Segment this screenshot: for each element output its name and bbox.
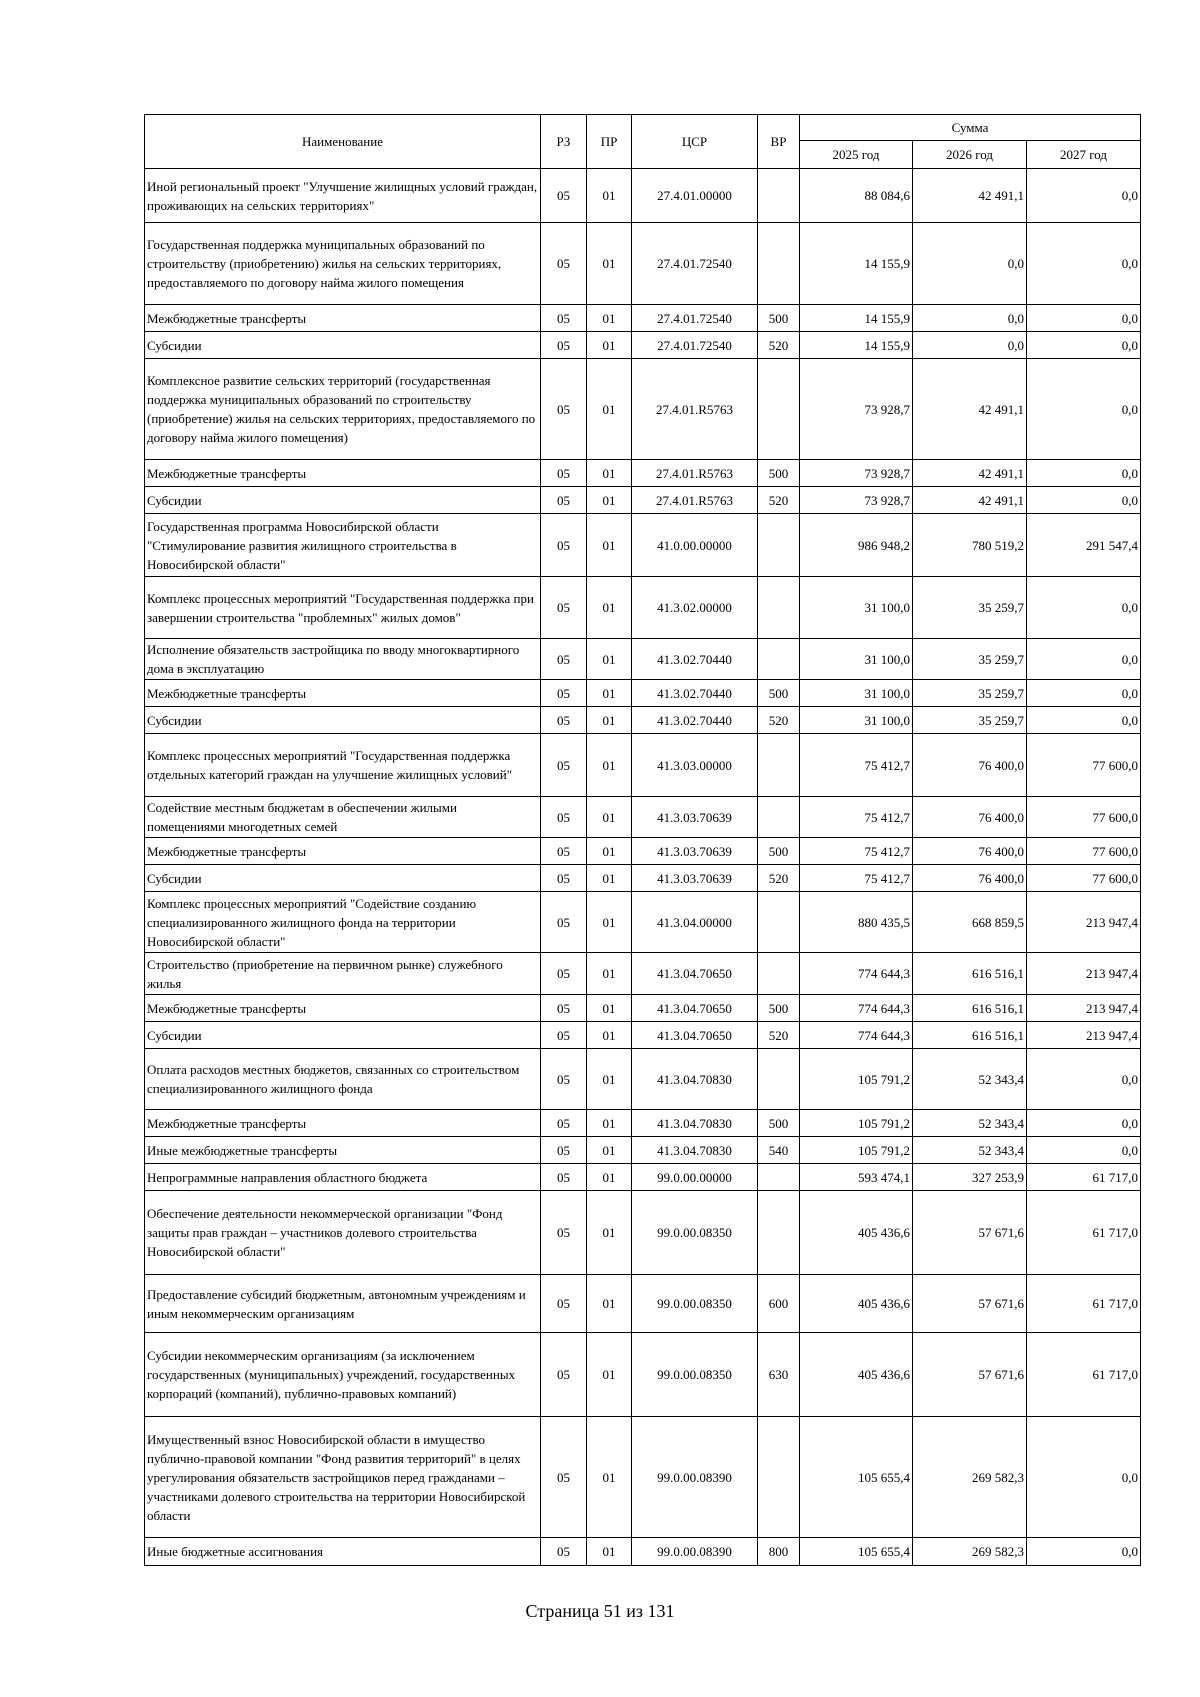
cell-name: Оплата расходов местных бюджетов, связанных со строительством специализированного жилищного фонда <box>145 1049 541 1110</box>
cell-csr: 41.0.00.00000 <box>632 514 758 577</box>
cell-2025: 75 412,7 <box>800 865 913 892</box>
cell-2027: 213 947,4 <box>1027 892 1141 953</box>
cell-2026: 668 859,5 <box>913 892 1027 953</box>
cell-2027: 0,0 <box>1027 487 1141 514</box>
table-row <box>145 1417 1141 1538</box>
cell-2026: 42 491,1 <box>913 487 1027 514</box>
cell-vr: 630 <box>758 1333 800 1417</box>
cell-pr: 01 <box>587 1049 632 1110</box>
budget-table <box>144 114 1141 1566</box>
cell-csr: 41.3.04.70830 <box>632 1137 758 1164</box>
cell-name: Исполнение обязательств застройщика по вводу многоквартирного дома в эксплуатацию <box>145 639 541 680</box>
table-row <box>145 797 1141 838</box>
page-number: Страница 51 из 131 <box>525 1601 675 1621</box>
cell-2025: 31 100,0 <box>800 707 913 734</box>
table-header <box>145 115 1141 169</box>
cell-pr: 01 <box>587 1333 632 1417</box>
cell-2026: 616 516,1 <box>913 995 1027 1022</box>
cell-pr: 01 <box>587 1137 632 1164</box>
cell-2026: 35 259,7 <box>913 707 1027 734</box>
cell-rz: 05 <box>541 332 587 359</box>
header-csr: ЦСР <box>632 115 758 169</box>
cell-2025: 405 436,6 <box>800 1191 913 1275</box>
cell-pr: 01 <box>587 838 632 865</box>
cell-vr <box>758 953 800 995</box>
cell-vr: 520 <box>758 865 800 892</box>
cell-vr <box>758 169 800 223</box>
cell-csr: 27.4.01.R5763 <box>632 460 758 487</box>
cell-2027: 61 717,0 <box>1027 1333 1141 1417</box>
cell-2025: 73 928,7 <box>800 487 913 514</box>
cell-csr: 99.0.00.08390 <box>632 1538 758 1566</box>
cell-2025: 774 644,3 <box>800 953 913 995</box>
cell-rz: 05 <box>541 953 587 995</box>
header-sum: Сумма <box>800 115 1141 141</box>
cell-rz: 05 <box>541 1191 587 1275</box>
cell-csr: 41.3.02.70440 <box>632 680 758 707</box>
cell-2025: 105 791,2 <box>800 1110 913 1137</box>
cell-rz: 05 <box>541 1022 587 1049</box>
cell-csr: 41.3.04.70650 <box>632 953 758 995</box>
cell-csr: 41.3.04.70830 <box>632 1110 758 1137</box>
cell-vr <box>758 1191 800 1275</box>
cell-2025: 105 655,4 <box>800 1538 913 1566</box>
header-year-2025: 2025 год <box>800 141 913 169</box>
cell-2025: 105 791,2 <box>800 1137 913 1164</box>
table-row <box>145 577 1141 639</box>
cell-name: Государственная поддержка муниципальных образований по строительству (приобретению) жилья на сельских территориях, предоставляемого по договору найма жилого помещения <box>145 223 541 305</box>
cell-2026: 0,0 <box>913 223 1027 305</box>
cell-rz: 05 <box>541 892 587 953</box>
header-rz: РЗ <box>541 115 587 169</box>
cell-2027: 0,0 <box>1027 1538 1141 1566</box>
cell-2026: 35 259,7 <box>913 639 1027 680</box>
cell-csr: 99.0.00.08350 <box>632 1275 758 1333</box>
cell-vr <box>758 514 800 577</box>
cell-rz: 05 <box>541 460 587 487</box>
table-row <box>145 639 1141 680</box>
table-row <box>145 1137 1141 1164</box>
cell-name: Субсидии <box>145 487 541 514</box>
cell-2027: 0,0 <box>1027 169 1141 223</box>
table-row <box>145 460 1141 487</box>
cell-pr: 01 <box>587 639 632 680</box>
cell-rz: 05 <box>541 577 587 639</box>
table-row <box>145 1538 1141 1566</box>
cell-csr: 41.3.03.70639 <box>632 865 758 892</box>
cell-rz: 05 <box>541 359 587 460</box>
cell-name: Предоставление субсидий бюджетным, автономным учреждениям и иным некоммерческим организациям <box>145 1275 541 1333</box>
cell-2027: 0,0 <box>1027 460 1141 487</box>
cell-2027: 0,0 <box>1027 1110 1141 1137</box>
cell-2025: 31 100,0 <box>800 680 913 707</box>
cell-2025: 73 928,7 <box>800 460 913 487</box>
header-vr: ВР <box>758 115 800 169</box>
cell-2026: 780 519,2 <box>913 514 1027 577</box>
cell-csr: 41.3.02.00000 <box>632 577 758 639</box>
cell-2027: 77 600,0 <box>1027 838 1141 865</box>
cell-pr: 01 <box>587 1417 632 1538</box>
cell-2025: 105 655,4 <box>800 1417 913 1538</box>
cell-vr <box>758 1164 800 1191</box>
cell-2025: 880 435,5 <box>800 892 913 953</box>
cell-2026: 35 259,7 <box>913 577 1027 639</box>
cell-rz: 05 <box>541 169 587 223</box>
cell-2026: 52 343,4 <box>913 1110 1027 1137</box>
cell-pr: 01 <box>587 865 632 892</box>
cell-2026: 76 400,0 <box>913 734 1027 797</box>
table-row <box>145 953 1141 995</box>
cell-pr: 01 <box>587 953 632 995</box>
cell-name: Межбюджетные трансферты <box>145 460 541 487</box>
cell-rz: 05 <box>541 639 587 680</box>
cell-2026: 52 343,4 <box>913 1049 1027 1110</box>
cell-2026: 57 671,6 <box>913 1333 1027 1417</box>
cell-vr <box>758 577 800 639</box>
cell-2027: 0,0 <box>1027 305 1141 332</box>
cell-2027: 0,0 <box>1027 332 1141 359</box>
cell-2027: 0,0 <box>1027 639 1141 680</box>
cell-rz: 05 <box>541 1164 587 1191</box>
table-row <box>145 305 1141 332</box>
cell-rz: 05 <box>541 1538 587 1566</box>
cell-csr: 27.4.01.72540 <box>632 223 758 305</box>
cell-name: Межбюджетные трансферты <box>145 995 541 1022</box>
table-row <box>145 332 1141 359</box>
cell-pr: 01 <box>587 1022 632 1049</box>
cell-name: Комплекс процессных мероприятий "Содействие созданию специализированного жилищного фонда на территории Новосибирской области" <box>145 892 541 953</box>
cell-2025: 31 100,0 <box>800 639 913 680</box>
cell-vr: 520 <box>758 1022 800 1049</box>
cell-pr: 01 <box>587 734 632 797</box>
cell-pr: 01 <box>587 169 632 223</box>
cell-name: Комплекс процессных мероприятий "Государственная поддержка при завершении строительства "проблемных" жилых домов" <box>145 577 541 639</box>
cell-name: Иной региональный проект "Улучшение жилищных условий граждан, проживающих на сельских территориях" <box>145 169 541 223</box>
table-row <box>145 680 1141 707</box>
cell-2025: 774 644,3 <box>800 995 913 1022</box>
cell-pr: 01 <box>587 514 632 577</box>
cell-2026: 35 259,7 <box>913 680 1027 707</box>
cell-pr: 01 <box>587 577 632 639</box>
cell-pr: 01 <box>587 1275 632 1333</box>
cell-2026: 0,0 <box>913 332 1027 359</box>
cell-pr: 01 <box>587 797 632 838</box>
cell-csr: 27.4.01.72540 <box>632 305 758 332</box>
cell-name: Субсидии <box>145 865 541 892</box>
table-row <box>145 169 1141 223</box>
cell-pr: 01 <box>587 680 632 707</box>
cell-csr: 99.0.00.08390 <box>632 1417 758 1538</box>
cell-rz: 05 <box>541 734 587 797</box>
cell-pr: 01 <box>587 707 632 734</box>
table-row <box>145 1110 1141 1137</box>
cell-name: Межбюджетные трансферты <box>145 680 541 707</box>
cell-2025: 14 155,9 <box>800 223 913 305</box>
cell-vr <box>758 1049 800 1110</box>
cell-name: Иные межбюджетные трансферты <box>145 1137 541 1164</box>
cell-vr: 520 <box>758 707 800 734</box>
cell-rz: 05 <box>541 305 587 332</box>
cell-2026: 76 400,0 <box>913 865 1027 892</box>
cell-2027: 61 717,0 <box>1027 1191 1141 1275</box>
cell-2026: 76 400,0 <box>913 838 1027 865</box>
cell-2027: 77 600,0 <box>1027 734 1141 797</box>
cell-pr: 01 <box>587 1110 632 1137</box>
table-row <box>145 1333 1141 1417</box>
cell-2027: 0,0 <box>1027 680 1141 707</box>
cell-vr <box>758 223 800 305</box>
cell-vr <box>758 1417 800 1538</box>
cell-csr: 41.3.03.00000 <box>632 734 758 797</box>
cell-pr: 01 <box>587 305 632 332</box>
cell-name: Субсидии некоммерческим организациям (за исключением государственных (муниципальных) учреждений, государственных корпораций (компаний), публично-правовых компаний) <box>145 1333 541 1417</box>
cell-2025: 75 412,7 <box>800 838 913 865</box>
cell-2027: 213 947,4 <box>1027 953 1141 995</box>
cell-csr: 99.0.00.00000 <box>632 1164 758 1191</box>
cell-pr: 01 <box>587 995 632 1022</box>
cell-2026: 616 516,1 <box>913 1022 1027 1049</box>
cell-vr <box>758 797 800 838</box>
cell-name: Субсидии <box>145 707 541 734</box>
cell-2026: 76 400,0 <box>913 797 1027 838</box>
cell-pr: 01 <box>587 1191 632 1275</box>
cell-rz: 05 <box>541 487 587 514</box>
cell-name: Иные бюджетные ассигнования <box>145 1538 541 1566</box>
cell-2027: 0,0 <box>1027 1417 1141 1538</box>
cell-2027: 77 600,0 <box>1027 797 1141 838</box>
cell-vr: 500 <box>758 1110 800 1137</box>
cell-2025: 405 436,6 <box>800 1333 913 1417</box>
cell-pr: 01 <box>587 460 632 487</box>
cell-rz: 05 <box>541 865 587 892</box>
cell-2026: 52 343,4 <box>913 1137 1027 1164</box>
cell-2027: 213 947,4 <box>1027 995 1141 1022</box>
cell-rz: 05 <box>541 1417 587 1538</box>
cell-2026: 269 582,3 <box>913 1417 1027 1538</box>
cell-vr: 500 <box>758 838 800 865</box>
cell-name: Имущественный взнос Новосибирской области в имущество публично-правовой компании "Фонд развития территорий" в целях урегулирования обязательств застройщиков перед гражданами – участниками долевого строительства на территории Новосибирской области <box>145 1417 541 1538</box>
header-year-2026: 2026 год <box>913 141 1027 169</box>
cell-csr: 27.4.01.00000 <box>632 169 758 223</box>
cell-2026: 42 491,1 <box>913 460 1027 487</box>
cell-vr: 520 <box>758 332 800 359</box>
cell-csr: 41.3.04.70830 <box>632 1049 758 1110</box>
cell-vr: 500 <box>758 460 800 487</box>
cell-rz: 05 <box>541 1275 587 1333</box>
cell-csr: 99.0.00.08350 <box>632 1191 758 1275</box>
cell-2026: 42 491,1 <box>913 359 1027 460</box>
cell-2026: 0,0 <box>913 305 1027 332</box>
cell-vr: 500 <box>758 680 800 707</box>
cell-2025: 986 948,2 <box>800 514 913 577</box>
table-row <box>145 734 1141 797</box>
table-row <box>145 487 1141 514</box>
table-row <box>145 223 1141 305</box>
table-row <box>145 1022 1141 1049</box>
cell-csr: 27.4.01.72540 <box>632 332 758 359</box>
cell-2026: 269 582,3 <box>913 1538 1027 1566</box>
cell-rz: 05 <box>541 995 587 1022</box>
cell-2027: 0,0 <box>1027 359 1141 460</box>
cell-csr: 99.0.00.08350 <box>632 1333 758 1417</box>
cell-pr: 01 <box>587 1164 632 1191</box>
table-row <box>145 865 1141 892</box>
cell-2027: 77 600,0 <box>1027 865 1141 892</box>
cell-vr: 500 <box>758 305 800 332</box>
cell-2025: 14 155,9 <box>800 332 913 359</box>
cell-2026: 616 516,1 <box>913 953 1027 995</box>
cell-2025: 105 791,2 <box>800 1049 913 1110</box>
cell-2027: 213 947,4 <box>1027 1022 1141 1049</box>
cell-rz: 05 <box>541 514 587 577</box>
cell-2027: 61 717,0 <box>1027 1275 1141 1333</box>
cell-vr: 800 <box>758 1538 800 1566</box>
cell-name: Комплексное развитие сельских территорий (государственная поддержка муниципальных образований по строительству (приобретение) жилья на сельских территориях, предоставляемого по договору найма жилого помещения) <box>145 359 541 460</box>
cell-rz: 05 <box>541 838 587 865</box>
cell-2027: 61 717,0 <box>1027 1164 1141 1191</box>
table-row <box>145 1164 1141 1191</box>
cell-vr <box>758 892 800 953</box>
cell-csr: 41.3.03.70639 <box>632 838 758 865</box>
cell-rz: 05 <box>541 1333 587 1417</box>
table-row <box>145 359 1141 460</box>
cell-name: Субсидии <box>145 332 541 359</box>
cell-name: Субсидии <box>145 1022 541 1049</box>
table-row <box>145 838 1141 865</box>
cell-name: Обеспечение деятельности некоммерческой организации "Фонд защиты прав граждан – участников долевого строительства Новосибирской области" <box>145 1191 541 1275</box>
cell-pr: 01 <box>587 223 632 305</box>
cell-2025: 88 084,6 <box>800 169 913 223</box>
cell-rz: 05 <box>541 707 587 734</box>
cell-rz: 05 <box>541 1049 587 1110</box>
cell-vr <box>758 639 800 680</box>
cell-csr: 41.3.02.70440 <box>632 707 758 734</box>
cell-csr: 41.3.04.00000 <box>632 892 758 953</box>
cell-2027: 291 547,4 <box>1027 514 1141 577</box>
table-row <box>145 514 1141 577</box>
cell-2026: 327 253,9 <box>913 1164 1027 1191</box>
cell-csr: 27.4.01.R5763 <box>632 359 758 460</box>
cell-csr: 41.3.04.70650 <box>632 1022 758 1049</box>
cell-2026: 57 671,6 <box>913 1275 1027 1333</box>
cell-csr: 27.4.01.R5763 <box>632 487 758 514</box>
cell-rz: 05 <box>541 1110 587 1137</box>
cell-name: Межбюджетные трансферты <box>145 1110 541 1137</box>
cell-2025: 14 155,9 <box>800 305 913 332</box>
cell-2027: 0,0 <box>1027 1049 1141 1110</box>
table-row <box>145 707 1141 734</box>
cell-vr: 540 <box>758 1137 800 1164</box>
table-row <box>145 995 1141 1022</box>
table-body <box>145 169 1141 1566</box>
cell-2027: 0,0 <box>1027 1137 1141 1164</box>
cell-pr: 01 <box>587 1538 632 1566</box>
table-row <box>145 1191 1141 1275</box>
cell-2026: 57 671,6 <box>913 1191 1027 1275</box>
cell-2025: 75 412,7 <box>800 734 913 797</box>
cell-pr: 01 <box>587 332 632 359</box>
cell-2025: 593 474,1 <box>800 1164 913 1191</box>
cell-2025: 73 928,7 <box>800 359 913 460</box>
cell-csr: 41.3.02.70440 <box>632 639 758 680</box>
table-row <box>145 1275 1141 1333</box>
cell-pr: 01 <box>587 359 632 460</box>
cell-2025: 75 412,7 <box>800 797 913 838</box>
cell-rz: 05 <box>541 223 587 305</box>
table-row <box>145 1049 1141 1110</box>
cell-rz: 05 <box>541 1137 587 1164</box>
cell-name: Непрограммные направления областного бюджета <box>145 1164 541 1191</box>
cell-vr: 500 <box>758 995 800 1022</box>
header-pr: ПР <box>587 115 632 169</box>
cell-vr <box>758 359 800 460</box>
header-year-2027: 2027 год <box>1027 141 1141 169</box>
cell-pr: 01 <box>587 892 632 953</box>
cell-name: Содействие местным бюджетам в обеспечении жилыми помещениями многодетных семей <box>145 797 541 838</box>
cell-name: Государственная программа Новосибирской области "Стимулирование развития жилищного строительства в Новосибирской области" <box>145 514 541 577</box>
cell-vr: 600 <box>758 1275 800 1333</box>
cell-2025: 774 644,3 <box>800 1022 913 1049</box>
cell-name: Строительство (приобретение на первичном рынке) служебного жилья <box>145 953 541 995</box>
cell-2027: 0,0 <box>1027 223 1141 305</box>
header-name: Наименование <box>145 115 541 169</box>
cell-2025: 405 436,6 <box>800 1275 913 1333</box>
cell-name: Комплекс процессных мероприятий "Государственная поддержка отдельных категорий граждан на улучшение жилищных условий" <box>145 734 541 797</box>
cell-2025: 31 100,0 <box>800 577 913 639</box>
cell-csr: 41.3.04.70650 <box>632 995 758 1022</box>
cell-name: Межбюджетные трансферты <box>145 838 541 865</box>
cell-2026: 42 491,1 <box>913 169 1027 223</box>
cell-vr: 520 <box>758 487 800 514</box>
cell-pr: 01 <box>587 487 632 514</box>
cell-vr <box>758 734 800 797</box>
table-row <box>145 892 1141 953</box>
cell-rz: 05 <box>541 680 587 707</box>
cell-rz: 05 <box>541 797 587 838</box>
cell-name: Межбюджетные трансферты <box>145 305 541 332</box>
cell-csr: 41.3.03.70639 <box>632 797 758 838</box>
cell-2027: 0,0 <box>1027 577 1141 639</box>
cell-2027: 0,0 <box>1027 707 1141 734</box>
